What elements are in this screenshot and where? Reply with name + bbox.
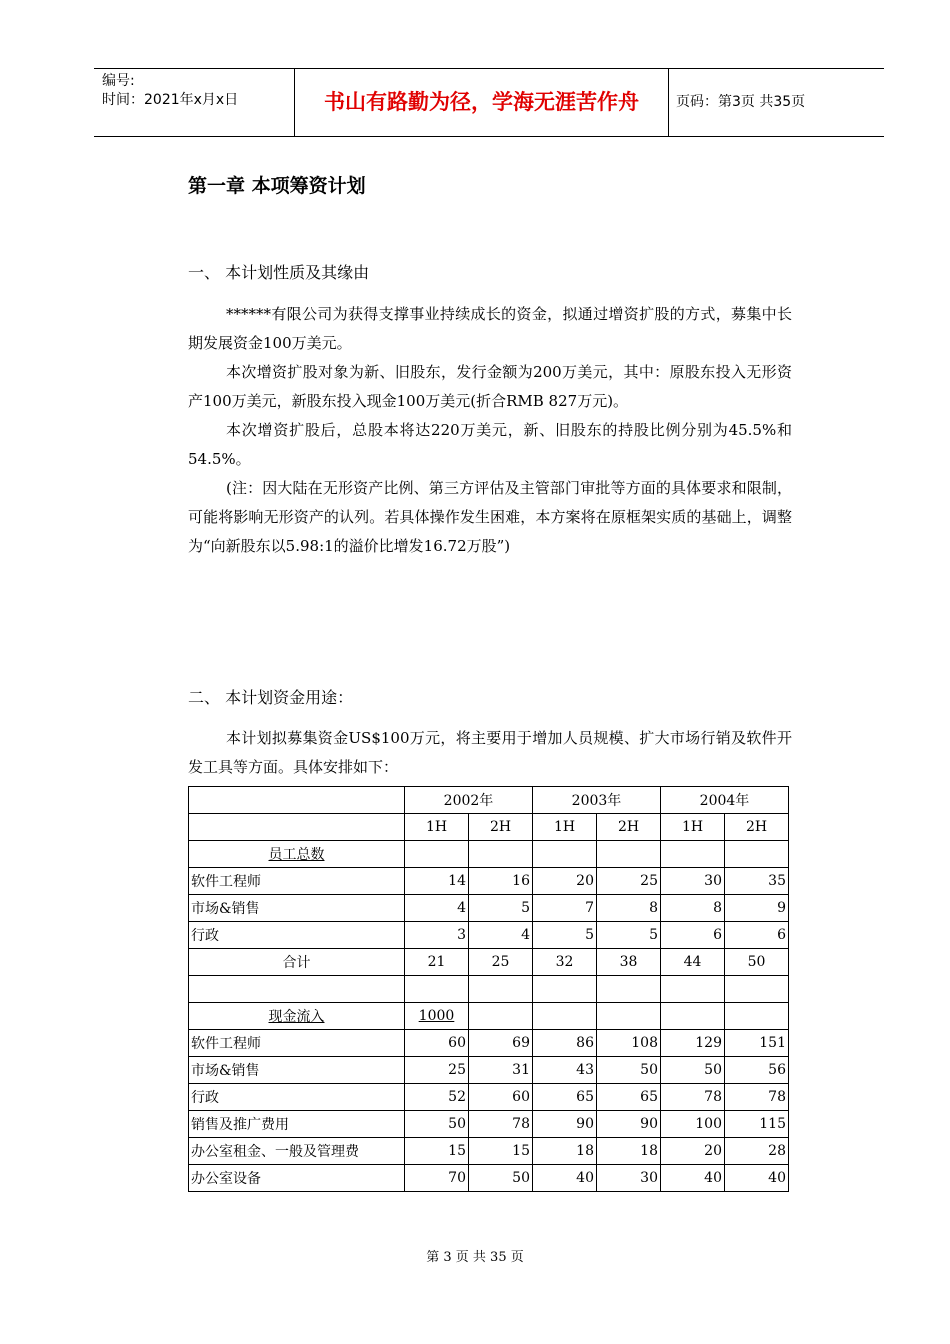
page-header bbox=[94, 68, 884, 137]
value-cell: 108 bbox=[597, 1030, 661, 1057]
table-row bbox=[189, 1057, 789, 1084]
value-cell: 5 bbox=[533, 922, 597, 949]
total-value: 21 bbox=[405, 949, 469, 976]
value-cell: 4 bbox=[469, 922, 533, 949]
row-label: 市场&销售 bbox=[189, 895, 405, 922]
code-label: 编号: bbox=[102, 73, 135, 89]
table-cell bbox=[405, 976, 469, 1003]
half-header: 2H bbox=[469, 814, 533, 841]
section1-body bbox=[188, 300, 792, 561]
table-cell bbox=[725, 976, 789, 1003]
row-label: 行政 bbox=[189, 922, 405, 949]
table-cell bbox=[597, 841, 661, 868]
table-cell bbox=[597, 976, 661, 1003]
value-cell: 69 bbox=[469, 1030, 533, 1057]
table-row bbox=[189, 922, 789, 949]
paragraph: 本次增资扩股对象为新、旧股东，发行金额为200万美元，其中：原股东投入无形资产100万美元，新股东投入现金100万美元(折合RMB 827万元)。 bbox=[188, 363, 792, 410]
table-row bbox=[189, 1111, 789, 1138]
half-header: 1H bbox=[661, 814, 725, 841]
value-cell: 6 bbox=[725, 922, 789, 949]
row-label: 软件工程师 bbox=[189, 868, 405, 895]
table-cell bbox=[469, 1003, 533, 1030]
cash-inflow-text: 1000 bbox=[418, 1008, 455, 1024]
corner-cell bbox=[189, 814, 405, 841]
cash-title-text: 现金流入 bbox=[268, 1009, 325, 1025]
row-label: 软件工程师 bbox=[189, 1030, 405, 1057]
paragraph: (注：因大陆在无形资产比例、第三方评估及主管部门审批等方面的具体要求和限制，可能将影响无形资产的认列。若具体操作发生困难，本方案将在原框架实质的基础上，调整为“向新股东以5.98:1的溢价比增发16.72万股”) bbox=[188, 479, 792, 555]
value-cell: 60 bbox=[405, 1030, 469, 1057]
total-value: 44 bbox=[661, 949, 725, 976]
value-cell: 78 bbox=[661, 1084, 725, 1111]
value-cell: 4 bbox=[405, 895, 469, 922]
corner-cell bbox=[189, 787, 405, 814]
half-header: 1H bbox=[405, 814, 469, 841]
value-cell: 50 bbox=[661, 1057, 725, 1084]
staff-section-title bbox=[189, 841, 405, 868]
header-motto: 书山有路勤为径，学海无涯苦作舟 bbox=[294, 69, 669, 136]
table-cell bbox=[469, 841, 533, 868]
half-header: 2H bbox=[725, 814, 789, 841]
row-label: 市场&销售 bbox=[189, 1057, 405, 1084]
half-header: 2H bbox=[597, 814, 661, 841]
table-row-empty bbox=[189, 976, 789, 1003]
value-cell: 78 bbox=[725, 1084, 789, 1111]
table-cell bbox=[725, 841, 789, 868]
value-cell: 90 bbox=[597, 1111, 661, 1138]
table-cell bbox=[597, 1003, 661, 1030]
table-row bbox=[189, 895, 789, 922]
value-cell: 5 bbox=[469, 895, 533, 922]
value-cell: 8 bbox=[597, 895, 661, 922]
total-value: 25 bbox=[469, 949, 533, 976]
value-cell: 151 bbox=[725, 1030, 789, 1057]
table-row-total bbox=[189, 949, 789, 976]
value-cell: 7 bbox=[533, 895, 597, 922]
value-cell: 90 bbox=[533, 1111, 597, 1138]
table-header-halves bbox=[189, 814, 789, 841]
value-cell: 40 bbox=[533, 1165, 597, 1192]
value-cell: 25 bbox=[405, 1057, 469, 1084]
year-header: 2002年 bbox=[405, 787, 533, 814]
year-header: 2004年 bbox=[661, 787, 789, 814]
value-cell: 129 bbox=[661, 1030, 725, 1057]
table-cell bbox=[725, 1003, 789, 1030]
value-cell: 50 bbox=[469, 1165, 533, 1192]
value-cell: 18 bbox=[597, 1138, 661, 1165]
value-cell: 14 bbox=[405, 868, 469, 895]
value-cell: 30 bbox=[661, 868, 725, 895]
value-cell: 60 bbox=[469, 1084, 533, 1111]
table-cell bbox=[469, 976, 533, 1003]
value-cell: 20 bbox=[533, 868, 597, 895]
table-row bbox=[189, 868, 789, 895]
half-header: 1H bbox=[533, 814, 597, 841]
value-cell: 40 bbox=[661, 1165, 725, 1192]
value-cell: 15 bbox=[405, 1138, 469, 1165]
value-cell: 30 bbox=[597, 1165, 661, 1192]
value-cell: 3 bbox=[405, 922, 469, 949]
value-cell: 50 bbox=[597, 1057, 661, 1084]
row-label: 行政 bbox=[189, 1084, 405, 1111]
table-cell bbox=[533, 841, 597, 868]
value-cell: 16 bbox=[469, 868, 533, 895]
total-value: 50 bbox=[725, 949, 789, 976]
table-cell bbox=[533, 976, 597, 1003]
paragraph: 本计划拟募集资金US$100万元，将主要用于增加人员规模、扩大市场行销及软件开发工具等方面。具体安排如下： bbox=[188, 729, 792, 776]
value-cell: 5 bbox=[597, 922, 661, 949]
value-cell: 31 bbox=[469, 1057, 533, 1084]
staff-title-text: 员工总数 bbox=[268, 847, 325, 863]
year-header: 2003年 bbox=[533, 787, 661, 814]
table-cell bbox=[661, 841, 725, 868]
total-value: 38 bbox=[597, 949, 661, 976]
section2-title: 二、 本计划资金用途： bbox=[188, 688, 354, 707]
table-row bbox=[189, 1003, 789, 1030]
value-cell: 65 bbox=[597, 1084, 661, 1111]
value-cell: 78 bbox=[469, 1111, 533, 1138]
value-cell: 20 bbox=[661, 1138, 725, 1165]
header-meta bbox=[94, 69, 294, 136]
table-header-years bbox=[189, 787, 789, 814]
value-cell: 50 bbox=[405, 1111, 469, 1138]
table-row bbox=[189, 1138, 789, 1165]
total-label: 合计 bbox=[189, 949, 405, 976]
value-cell: 15 bbox=[469, 1138, 533, 1165]
table-row bbox=[189, 1084, 789, 1111]
table-cell bbox=[661, 976, 725, 1003]
value-cell: 86 bbox=[533, 1030, 597, 1057]
cash-section-title bbox=[189, 1003, 405, 1030]
value-cell: 18 bbox=[533, 1138, 597, 1165]
value-cell: 70 bbox=[405, 1165, 469, 1192]
table-cell bbox=[189, 976, 405, 1003]
value-cell: 35 bbox=[725, 868, 789, 895]
value-cell: 52 bbox=[405, 1084, 469, 1111]
table-row bbox=[189, 1030, 789, 1057]
value-cell: 43 bbox=[533, 1057, 597, 1084]
total-value: 32 bbox=[533, 949, 597, 976]
table-cell bbox=[661, 1003, 725, 1030]
section1-title: 一、 本计划性质及其缘由 bbox=[188, 263, 370, 282]
value-cell: 28 bbox=[725, 1138, 789, 1165]
table-cell bbox=[405, 841, 469, 868]
value-cell: 9 bbox=[725, 895, 789, 922]
page-footer: 第 3 页 共 35 页 bbox=[426, 1250, 524, 1265]
value-cell: 56 bbox=[725, 1057, 789, 1084]
value-cell: 65 bbox=[533, 1084, 597, 1111]
budget-table bbox=[188, 786, 789, 1192]
row-label: 办公室设备 bbox=[189, 1165, 405, 1192]
table-row bbox=[189, 841, 789, 868]
date-label: 时间：2021年x月x日 bbox=[102, 92, 239, 108]
value-cell: 115 bbox=[725, 1111, 789, 1138]
row-label: 销售及推广费用 bbox=[189, 1111, 405, 1138]
value-cell: 8 bbox=[661, 895, 725, 922]
row-label: 办公室租金、一般及管理费 bbox=[189, 1138, 405, 1165]
cash-inflow-value bbox=[405, 1003, 469, 1030]
table-row bbox=[189, 1165, 789, 1192]
value-cell: 40 bbox=[725, 1165, 789, 1192]
value-cell: 25 bbox=[597, 868, 661, 895]
table-cell bbox=[533, 1003, 597, 1030]
paragraph: ******有限公司为获得支撑事业持续成长的资金，拟通过增资扩股的方式，募集中长期发展资金100万美元。 bbox=[188, 305, 792, 352]
header-page-info: 页码：第3页 共35页 bbox=[676, 94, 806, 110]
paragraph: 本次增资扩股后，总股本将达220万美元，新、旧股东的持股比例分别为45.5%和54.5%。 bbox=[188, 421, 792, 468]
section2-body bbox=[188, 724, 792, 782]
value-cell: 6 bbox=[661, 922, 725, 949]
chapter-title: 第一章 本项筹资计划 bbox=[188, 175, 366, 197]
value-cell: 100 bbox=[661, 1111, 725, 1138]
